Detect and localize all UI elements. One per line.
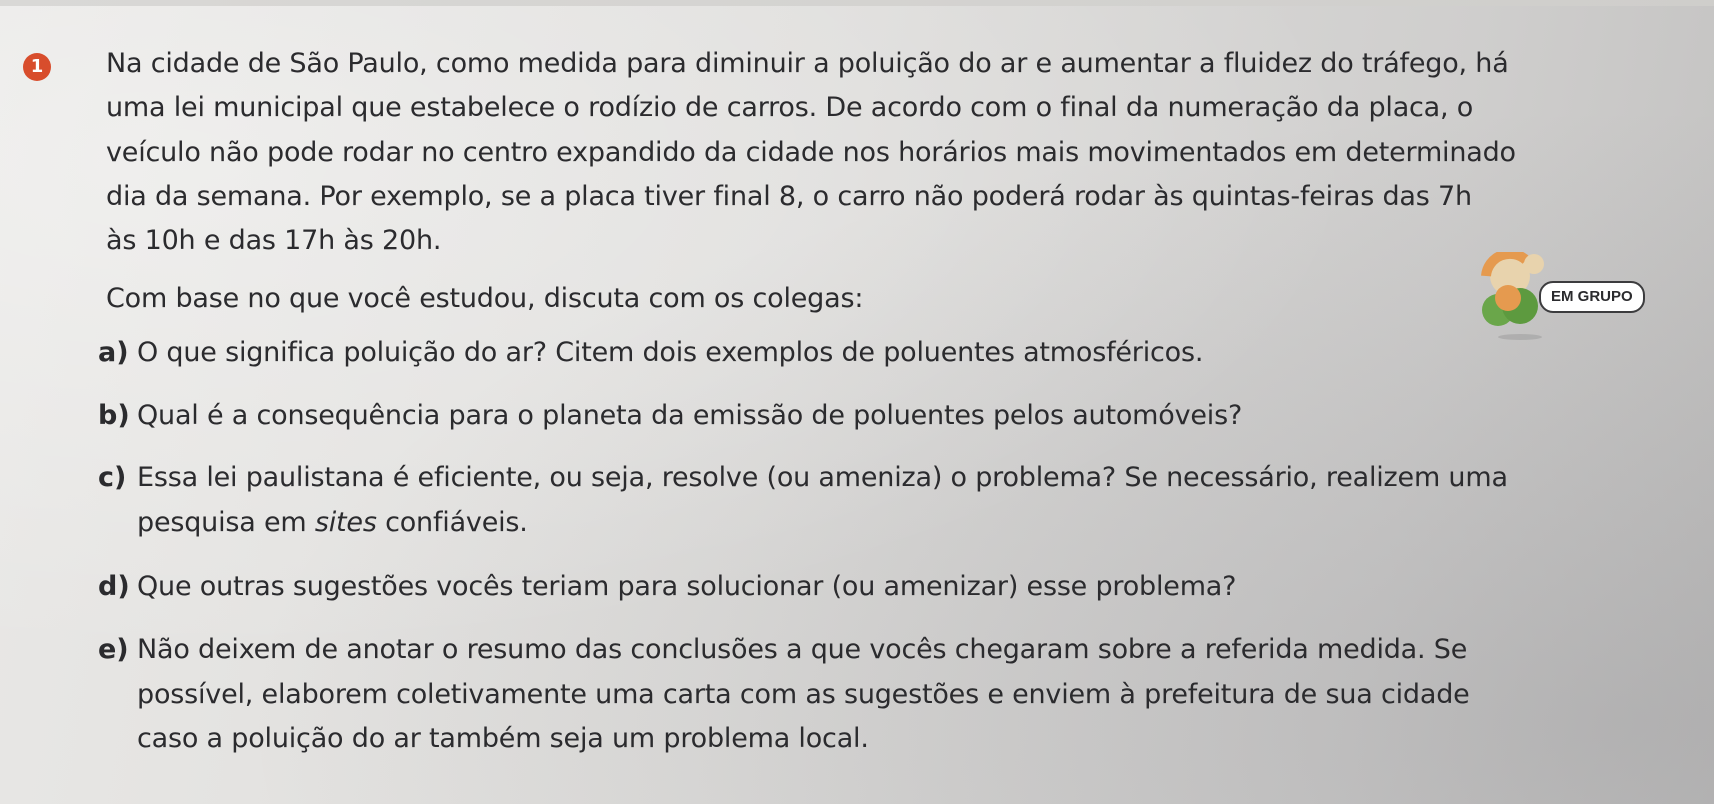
- intro-line: veículo não pode rodar no centro expandido da cidade nos horários mais movimentados em determinado: [106, 137, 1516, 168]
- discussion-prompt: Com base no que você estudou, discuta com os colegas:: [106, 283, 864, 314]
- item-c-text: pesquisa em sites confiáveis.: [137, 507, 528, 538]
- intro-line: às 10h e das 17h às 20h.: [106, 225, 442, 256]
- item-a-label: a): [98, 337, 129, 368]
- question-number-badge: 1: [23, 53, 51, 81]
- item-b-label: b): [98, 400, 130, 431]
- item-e-text: caso a poluição do ar também seja um problema local.: [137, 723, 869, 754]
- item-e-text: Não deixem de anotar o resumo das conclusões a que vocês chegaram sobre a referida medida. Se: [137, 634, 1468, 665]
- intro-line: dia da semana. Por exemplo, se a placa tiver final 8, o carro não poderá rodar às quintas-feiras das 7h: [106, 181, 1472, 212]
- item-a-text: O que significa poluição do ar? Citem dois exemplos de poluentes atmosféricos.: [137, 337, 1204, 368]
- item-c-text: Essa lei paulistana é eficiente, ou seja, resolve (ou ameniza) o problema? Se necessário, realizem uma: [137, 462, 1508, 493]
- item-e-label: e): [98, 634, 129, 665]
- item-d-label: d): [98, 571, 130, 602]
- page-top-edge: [0, 0, 1714, 6]
- item-b-text: Qual é a consequência para o planeta da emissão de poluentes pelos automóveis?: [137, 400, 1243, 431]
- intro-line: Na cidade de São Paulo, como medida para diminuir a poluição do ar e aumentar a fluidez do tráfego, há: [106, 48, 1509, 79]
- item-e-text: possível, elaborem coletivamente uma carta com as sugestões e enviem à prefeitura de sua cidade: [137, 679, 1470, 710]
- intro-line: uma lei municipal que estabelece o rodízio de carros. De acordo com o final da numeração da placa, o: [106, 92, 1474, 123]
- item-c-label: c): [98, 462, 127, 493]
- item-d-text: Que outras sugestões vocês teriam para solucionar (ou amenizar) esse problema?: [137, 571, 1237, 602]
- em-grupo-badge: EM GRUPO: [1539, 281, 1645, 313]
